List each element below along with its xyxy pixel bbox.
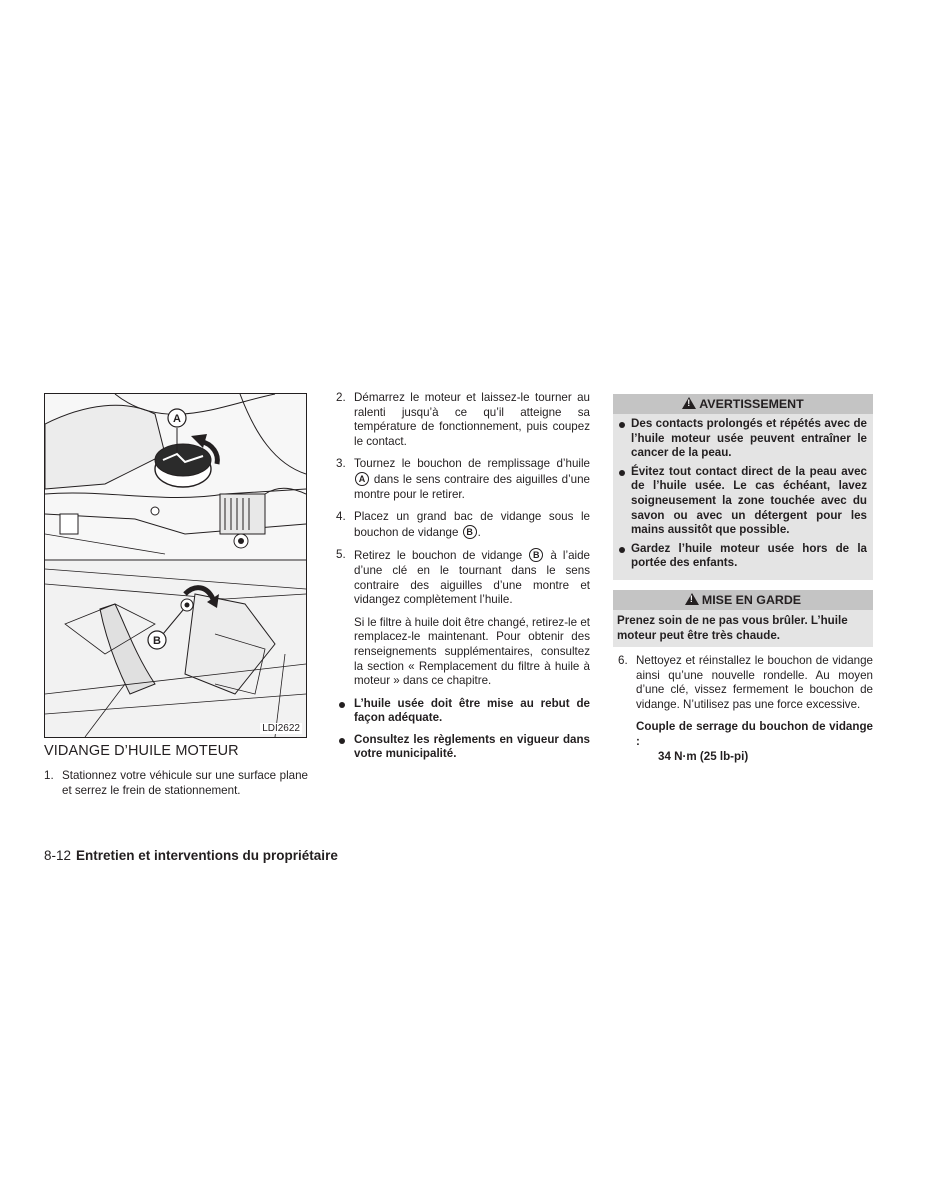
step-2 (336, 391, 590, 449)
step-1 (44, 769, 308, 798)
step-text-cont: dans le sens contraire des aiguilles d’une montre pour le retirer. (354, 472, 590, 501)
callout-b-label: B (153, 635, 161, 647)
warning-item: Gardez l’huile moteur usée hors de la portée des enfants. (619, 542, 867, 571)
bullet-regulations: Consultez les règlements en vigueur dans votre municipalité. (336, 733, 590, 762)
callout-b-badge: B (529, 548, 543, 562)
torque-value: 34 N·m (25 lb-pi) (658, 749, 749, 763)
figure-code: LDI2622 (262, 723, 300, 734)
step-text-cont: . (477, 525, 481, 539)
engine-oil-drain-illustration (44, 393, 307, 738)
step-number: 2. (336, 391, 346, 404)
caution-body: Prenez soin de ne pas vous brûler. L’huile moteur peut être très chaude. (613, 610, 873, 647)
callout-a-badge: A (355, 472, 369, 486)
engine-diagram (45, 394, 306, 737)
bullet-disposal: L’huile usée doit être mise au rebut de façon adéquate. (336, 697, 590, 726)
warning-icon (682, 397, 696, 409)
step-text: Placez un grand bac de vidange sous le bouchon de vidange (354, 510, 590, 539)
warning-title: AVERTISSEMENT (699, 397, 804, 411)
chapter-title: Entretien et interventions du propriétaire (76, 848, 338, 863)
step-text: Démarrez le moteur et laissez-le tourner au ralenti jusqu’à ce qu’il atteigne sa température de fonctionnement, puis coupez le contact. (354, 391, 590, 448)
caution-header (613, 590, 873, 610)
warning-item: Évitez tout contact direct de la peau avec de l’huile usée. Le cas échéant, lavez soigneusement la zone touchée avec du savon ou avec un détergent pour les mains aussitôt que possible. (619, 465, 867, 538)
step-5-note: Si le filtre à huile doit être changé, retirez-le et remplacez-le maintenant. Pour obtenir des renseignements supplémentaires, consultez la section « Remplacement du filtre à huile à moteur » dans ce chapitre. (354, 615, 590, 688)
step-text-cont: à l’aide d’une clé en le tournant dans le sens contraire des aiguilles d’une montre et vidangez complètement l’huile. (354, 549, 590, 607)
step-4 (336, 510, 590, 540)
warning-body (613, 414, 873, 580)
step-text: Tournez le bouchon de remplissage d’huile (354, 457, 590, 471)
caution-box (613, 590, 873, 647)
step-text: Retirez le bouchon de vidange (354, 549, 529, 563)
step-number: 4. (336, 510, 346, 524)
warning-item: Des contacts prolongés et répétés avec de l’huile moteur usée peuvent entraîner le cancer de la peau. (619, 417, 867, 461)
step-text: Stationnez votre véhicule sur une surface plane et serrez le frein de stationnement. (62, 769, 308, 797)
col2-steps (336, 391, 590, 769)
step-number: 6. (618, 654, 628, 667)
page-number: 8-12 (44, 848, 72, 863)
step-number: 5. (336, 548, 346, 562)
step-text: Nettoyez et réinstallez le bouchon de vidange ainsi qu’une nouvelle rondelle. Au moyen d’une clé, vissez fermement le bouchon de vidange. N’utilisez pas une force excessive. (636, 654, 873, 711)
warning-icon (685, 593, 699, 605)
col3-steps (618, 654, 873, 764)
step-3 (336, 457, 590, 502)
step-5 (336, 548, 590, 607)
step-6 (618, 654, 873, 712)
step-number: 3. (336, 457, 346, 471)
callout-a-label: A (173, 413, 181, 425)
step-number: 1. (44, 769, 54, 782)
warning-box (613, 394, 873, 580)
torque-spec (636, 720, 873, 764)
callout-b-badge: B (463, 525, 477, 539)
page-footer (44, 848, 338, 863)
torque-label: Couple de serrage du bouchon de vidange : (636, 720, 873, 748)
col1-steps (44, 769, 308, 806)
section-title: VIDANGE D’HUILE MOTEUR (44, 743, 239, 759)
warning-header (613, 394, 873, 414)
caution-title: MISE EN GARDE (701, 593, 802, 607)
